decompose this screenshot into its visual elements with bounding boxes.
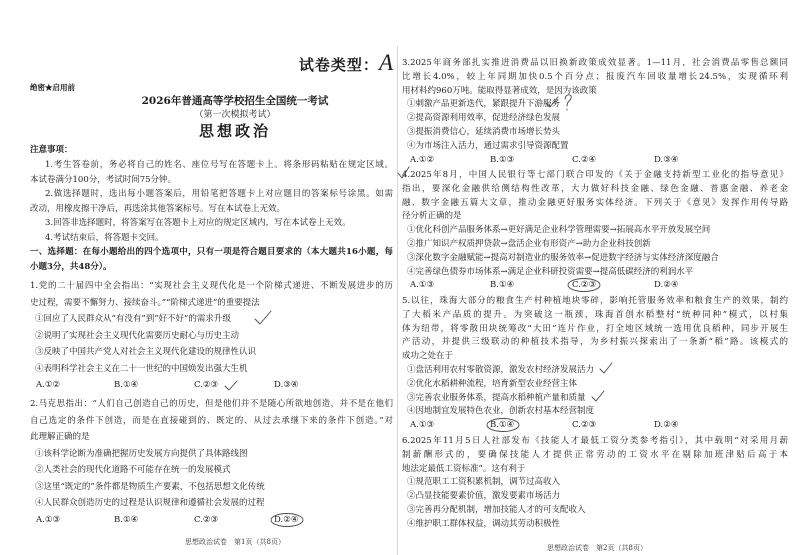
q4-option-d: D.②④: [654, 280, 679, 291]
q3-item-2: ②提高资源利用效率，促进经济绿色发展: [407, 113, 561, 124]
q4-option-a: A.①③: [410, 280, 435, 291]
exam-subtitle: （第一次模拟考试）: [194, 110, 276, 120]
q5-stem-line: 体为纽带，将零散田块统筹改“大田”连片作业，打全地区域统一选用优良稻种，同步开展生: [402, 323, 788, 334]
q1-item-1: ①回应了人民群众从“有没有”到“好不好”的需求升级: [35, 314, 231, 324]
q4-item-2: ②推广知识产权质押贷款→盘活企业有形资产→助力企业科技创新: [407, 239, 651, 249]
notice-line: 1.考生答卷前，务必将自己的姓名、座位号写在答题卡上。将条形码粘贴在规定区域。: [45, 160, 393, 170]
q1-options: [30, 378, 393, 392]
q3-item-4: ④为市场注入活力，通过需求引导资源配置: [407, 140, 569, 151]
q4-option-b: B.①④: [490, 280, 515, 291]
q2-item-3: ③这里“既定的”条件都是物质生产要素，不包括思想文化传统: [35, 481, 265, 492]
q6-item-4: ④维护职工群体权益，调动其劳动积极性: [407, 518, 561, 529]
q6-stem-line: 制薪酬形式的，要确保技能人才提供正常劳动的工资水平在剔除加班津贴后高于本: [402, 449, 788, 460]
q4-item-1: ①优化科创产品服务体系→更好满足企业科学管理需要→拓展高水平开放发展空间: [407, 225, 711, 236]
q5-stem-line: 5.以往，珠海大部分的粮食生产村种植地块零碎，影响托管服务效率和粮食生产的效果，制约: [402, 296, 788, 306]
q1-stem-line: 1.党的二十届四中全会指出：“实现社会主义现代化是一个阶梯式递进、不断发展进步的历: [30, 281, 393, 291]
q1-stem-line: 史过程，需要不懈努力、接续奋斗。”“阶梯式递进”的重要提法: [30, 297, 260, 308]
q2-item-4: ④人民群众创造历史的过程是认识规律和遵循社会发展的过程: [35, 498, 265, 508]
q5-options: [402, 418, 788, 432]
q5-item-1: ①盘活利用农村零散资源，激发农村经济发展活力: [407, 365, 595, 375]
exam-type-label: 试卷类型：: [298, 56, 379, 74]
notice-line: 4.考试结束后，将答题卡交回。: [45, 232, 164, 243]
q1-item-4: ④表明科学社会主义在二十一世纪的中国焕发出强大生机: [35, 363, 248, 374]
q3-option-d: D.③④: [654, 154, 679, 165]
exam-page-1: [30, 0, 393, 555]
q3-options: [402, 153, 788, 167]
notice-line: 改动，用橡皮擦干净后，再选涂其他答案标号。写在本试卷上无效。: [30, 203, 286, 214]
q2-option-d: D.②④: [274, 514, 299, 525]
q3-option-b: B.①③: [490, 154, 515, 165]
q2-stem-line: 自己选定的条件下创造，而是在直接碰到的、既定的、从过去承继下来的条件下创造。”对: [30, 415, 393, 426]
q3-item-3: ③提振消费信心，延续消费市场增长势头: [407, 127, 561, 137]
q2-item-1: ①该科学论断为准确把握历史发展方向提供了具体路线图: [35, 448, 248, 459]
q1-item-3: ③反映了中国共产党人对社会主义现代化建设的规律性认识: [35, 347, 257, 357]
notice-heading: 注意事项：: [30, 145, 73, 155]
q5-option-c: C.②③: [572, 420, 597, 431]
q6-item-2: ②凸显技能要素价值，激发要素市场活力: [407, 491, 561, 502]
q3-option-c: C.②④: [572, 154, 597, 165]
q2-option-c: C.②③: [194, 514, 219, 525]
q3-stem-line: 用材料约960万吨。能取得显著成效，是因为该政策: [402, 85, 597, 96]
q4-options: [402, 278, 788, 292]
q1-option-b: B.①④: [114, 380, 139, 390]
q2-option-a: A.①③: [36, 514, 61, 525]
subject-title: 思想政治: [198, 122, 271, 140]
q4-item-4: ④完善绿色债券市场体系→满足企业科研投资需要→提高低碳经济的利润水平: [407, 266, 694, 277]
q1-item-2: ②说明了实现社会主义现代化需要历史耐心与历史主动: [35, 330, 240, 341]
q2-stem-line: 2.马克思指出：“人们自己创造自己的历史，但是他们并不是随心所欲地创造，并不是在他们: [30, 399, 393, 409]
exam-title: 2026年普通高等学校招生全国统一考试: [141, 95, 329, 107]
q4-stem-line: 4.2025年8月，中国人民银行等七部门联合印发的《关于金融支持新型工业化的指导意见》: [402, 170, 788, 180]
q5-stem-line: 产活动，并提供三级联动的种植技术指导，为乡村振兴探索出了一条新“稻”路。该模式的: [402, 337, 788, 348]
exam-page-2: [402, 0, 788, 555]
notice-line: 3.回答非选择题时，将答案写在答题卡上对应的规定区域内，写在本试卷上无效。: [45, 218, 351, 228]
q5-option-b: B.①④: [490, 420, 515, 431]
q5-stem-line: 成功之处在于: [402, 351, 454, 362]
q2-item-2: ②人类社会的现代化道路不可能存在统一的发展模式: [35, 465, 231, 475]
notice-line: 本试卷满分100分，考试时间75分钟。: [30, 174, 177, 185]
q6-stem-line: 地法定最低工资标准”。这有利于: [402, 463, 526, 474]
q5-item-2: ②优化水稻耕种流程，培育新型农业经营主体: [407, 378, 578, 389]
q6-stem-line: 6.2025年11月5日人社部发布《技能人才最低工资分类参考指引》，其中载明“对采用月薪: [402, 436, 788, 446]
page-fold-divider: [397, 46, 398, 555]
q3-option-a: A.①②: [410, 154, 435, 165]
section-heading-line: 小题3分，共48分）。: [30, 261, 112, 272]
q6-item-1: ①规范职工工资积累机制，调节过高收入: [407, 477, 561, 488]
q5-option-d: D.②④: [654, 420, 679, 431]
confidential-mark: 绝密★启用前: [30, 83, 75, 92]
q3-stem-line: 3.2025年商务部扎实推进消费品以旧换新政策成效显著。1—11月，社会消费品零售总额同: [402, 58, 788, 68]
section-heading-line: 一、选择题：在每小题给出的四个选项中，只有一项是符合题目要求的（本大题共16小题，每: [30, 247, 393, 257]
q5-option-a: A.①③: [410, 420, 435, 431]
q3-stem-line: 比增长4.0%，较上年同期加快0.5个百分点；报废汽车回收量增长24.5%，实现循环利: [402, 71, 788, 82]
q5-stem-line: 了大稻米产品质的提升。为突破这一瓶颈，珠海首创水稻整村“统种同种”模式，以村集: [402, 309, 788, 320]
q1-option-d: D.③④: [274, 380, 299, 390]
q3-item-1: ①刺激产品更新迭代，紧跟提升下游服务: [407, 99, 561, 110]
q2-option-b: B.①④: [114, 514, 139, 525]
page-footer: 思想政治试卷 第2页（共8页）: [547, 544, 647, 552]
q4-item-3: ③深化数字金融赋能→提高对制造业的服务效率→促进数字经济与实体经济深度融合: [407, 252, 719, 263]
q4-stem-line: 融、数字金融五篇大文章，推动金融更好服务实体经济。下列关于《意见》发挥作用传导路: [402, 197, 788, 208]
q4-stem-line: 指出，要深化金融供给侧结构性改革，大力做好科技金融、绿色金融、普惠金融、养老金: [402, 183, 788, 194]
q5-item-4: ④因地制宜发展特色农业，创新农村基本经营制度: [407, 406, 595, 417]
q2-stem-line: 此理解正确的是: [30, 432, 90, 442]
q4-option-c: C.②③: [572, 280, 597, 291]
q6-item-3: ③完善再分配机制，增加技能人才的可支配收入: [407, 505, 586, 515]
exam-type-value: A: [378, 50, 393, 75]
q5-item-3: ③完善农业服务体系，提高水稻种植产量和质量: [407, 392, 586, 403]
q4-stem-line: 径分析正确的是: [402, 211, 462, 222]
notice-line: 2.做选择题时，选出每小题答案后，用铅笔把答题卡上对应题目的答案标号涂黑。如需: [45, 189, 393, 199]
exam-type-header: [280, 50, 393, 80]
q1-option-a: A.①②: [36, 380, 61, 390]
page-footer: 思想政治试卷 第1页（共8页）: [185, 538, 285, 546]
q1-option-c: C.②③: [194, 380, 219, 390]
q2-options: [30, 513, 393, 527]
